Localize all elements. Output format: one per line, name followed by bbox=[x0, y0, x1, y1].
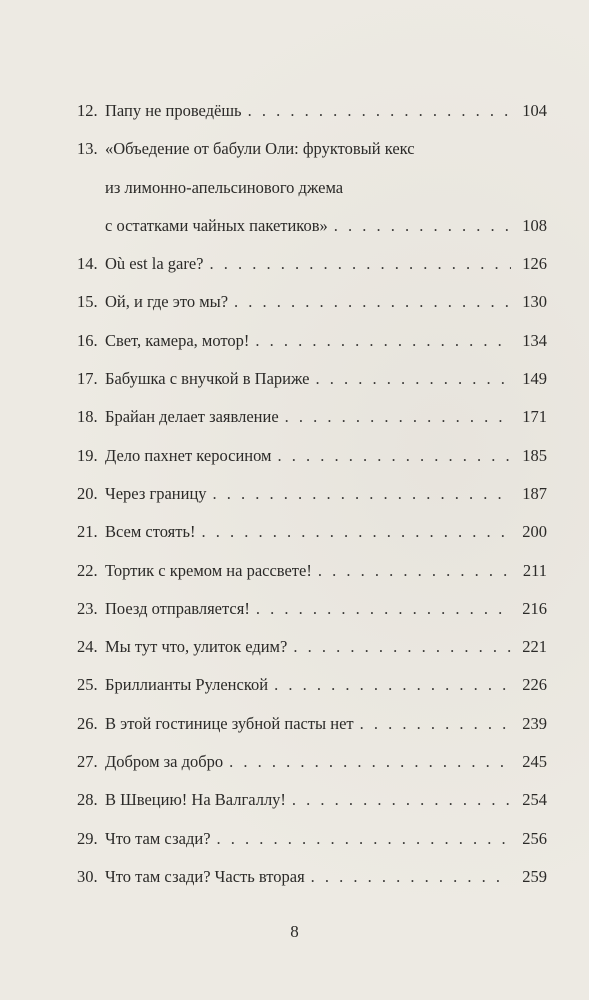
toc-entry-page: 245 bbox=[522, 752, 547, 772]
toc-entry bbox=[77, 820, 547, 858]
toc-entry-number: 15. bbox=[77, 292, 98, 312]
dot-leader bbox=[248, 92, 511, 130]
toc-entry-title-line: из лимонно-апельсинового джема bbox=[105, 177, 344, 197]
dot-leader bbox=[311, 858, 511, 896]
toc-entry-title: Свет, камера, мотор! bbox=[105, 330, 250, 350]
toc-entry-number: 16. bbox=[77, 330, 98, 350]
dot-leader bbox=[293, 628, 511, 666]
toc-entry-title: Мы тут что, улиток едим? bbox=[105, 637, 288, 657]
toc-entry-title: Что там сзади? bbox=[105, 828, 211, 848]
toc-entry-page: 259 bbox=[522, 866, 547, 886]
toc-entry-number: 24. bbox=[77, 637, 98, 657]
toc-entry-page: 254 bbox=[522, 790, 547, 810]
toc-entry-number: 12. bbox=[77, 101, 98, 120]
toc-entry-title: В Швецию! На Валгаллу! bbox=[105, 790, 286, 810]
toc-entry-page: 104 bbox=[522, 101, 547, 120]
toc-entry-page: 256 bbox=[522, 828, 547, 848]
toc-entry-number: 28. bbox=[77, 790, 98, 810]
dot-leader bbox=[256, 590, 511, 628]
toc-entry-page: 126 bbox=[522, 254, 547, 274]
toc-entry bbox=[77, 398, 547, 436]
toc-entry-title: Тортик с кремом на рассвете! bbox=[105, 560, 312, 580]
dot-leader bbox=[210, 245, 512, 283]
toc-entry-number: 30. bbox=[77, 866, 98, 886]
dot-leader bbox=[229, 743, 511, 781]
dot-leader bbox=[234, 283, 511, 321]
toc-entry bbox=[77, 245, 547, 283]
dot-leader bbox=[213, 475, 511, 513]
toc-entry-number: 25. bbox=[77, 675, 98, 695]
dot-leader bbox=[217, 820, 511, 858]
toc-entry bbox=[77, 666, 547, 704]
toc-entry-page: 200 bbox=[522, 522, 547, 542]
toc-entry-title: Брайан делает заявление bbox=[105, 407, 279, 427]
toc-entry-number: 23. bbox=[77, 598, 98, 618]
toc-entry bbox=[77, 360, 547, 398]
toc-entry-number: 18. bbox=[77, 407, 98, 427]
toc-entry bbox=[77, 781, 547, 819]
toc-entry-number: 20. bbox=[77, 483, 98, 503]
toc-entry-page: 211 bbox=[522, 560, 547, 580]
dot-leader bbox=[292, 781, 511, 819]
toc-entry bbox=[77, 130, 547, 245]
toc-entry-title: Бабушка с внучкой в Париже bbox=[105, 369, 310, 389]
toc-entry bbox=[77, 552, 547, 590]
dot-leader bbox=[285, 398, 511, 436]
toc-entry-title: Бриллианты Руленской bbox=[105, 675, 269, 695]
toc-entry-page: 221 bbox=[522, 637, 547, 657]
toc-entry-title: Что там сзади? Часть вторая bbox=[105, 866, 305, 886]
toc-entry-page: 187 bbox=[522, 483, 547, 503]
dot-leader bbox=[318, 552, 511, 590]
toc-entry-title: В этой гостинице зубной пасты нет bbox=[105, 713, 354, 733]
dot-leader bbox=[277, 437, 511, 475]
toc-entry-number: 26. bbox=[77, 713, 98, 733]
toc-entry-page: 226 bbox=[522, 675, 547, 695]
toc-entry bbox=[77, 628, 547, 666]
toc-entry-number: 21. bbox=[77, 522, 98, 542]
toc-entry bbox=[77, 705, 547, 743]
toc-entry-page: 239 bbox=[522, 713, 547, 733]
toc-entry-title: Поезд отправляется! bbox=[105, 598, 250, 618]
toc-entry-number: 29. bbox=[77, 828, 98, 848]
toc-entry-page: 171 bbox=[522, 407, 547, 427]
toc-entry-title: Добром за добро bbox=[105, 752, 224, 772]
toc-entry bbox=[77, 513, 547, 551]
dot-leader bbox=[360, 705, 511, 743]
toc-entry-title: Всем стоять! bbox=[105, 522, 196, 542]
dot-leader bbox=[334, 207, 511, 245]
toc-entry-page: 108 bbox=[522, 215, 547, 235]
page-number: 8 bbox=[290, 922, 299, 941]
dot-leader bbox=[274, 666, 511, 704]
dot-leader bbox=[315, 360, 511, 398]
toc-entry-page: 216 bbox=[522, 598, 547, 618]
toc-entry-number: 27. bbox=[77, 752, 98, 772]
toc-entry-page: 134 bbox=[522, 330, 547, 350]
toc-entry-title: Ой, и где это мы? bbox=[105, 292, 229, 312]
toc-entry-page: 185 bbox=[522, 445, 547, 465]
toc-entry bbox=[77, 590, 547, 628]
dot-leader bbox=[255, 322, 511, 360]
toc-entry-number: 22. bbox=[77, 560, 98, 580]
toc-entry-number: 14. bbox=[77, 254, 98, 274]
toc-entry-page: 130 bbox=[522, 292, 547, 312]
toc-entry-title-line: «Объедение от бабули Оли: фруктовый кекс bbox=[105, 139, 415, 159]
toc-entry bbox=[77, 92, 547, 130]
toc-entry bbox=[77, 437, 547, 475]
dot-leader bbox=[202, 513, 512, 551]
toc-entry-number: 17. bbox=[77, 369, 98, 389]
toc-entry-title-line: с остатками чайных пакетиков» bbox=[105, 215, 328, 235]
toc-entry bbox=[77, 475, 547, 513]
toc-entry bbox=[77, 743, 547, 781]
toc-entry-page: 149 bbox=[522, 369, 547, 389]
table-of-contents bbox=[77, 92, 547, 896]
toc-entry bbox=[77, 283, 547, 321]
toc-entry-number: 13. bbox=[77, 139, 98, 159]
toc-entry-number: 19. bbox=[77, 445, 98, 465]
toc-entry-title: Папу не проведёшь bbox=[105, 101, 242, 120]
toc-entry-title: Через границу bbox=[105, 483, 207, 503]
toc-entry bbox=[77, 858, 547, 896]
toc-entry-title: Où est la gare? bbox=[105, 254, 204, 274]
toc-entry-title: Дело пахнет керосином bbox=[105, 445, 272, 465]
toc-entry bbox=[77, 322, 547, 360]
